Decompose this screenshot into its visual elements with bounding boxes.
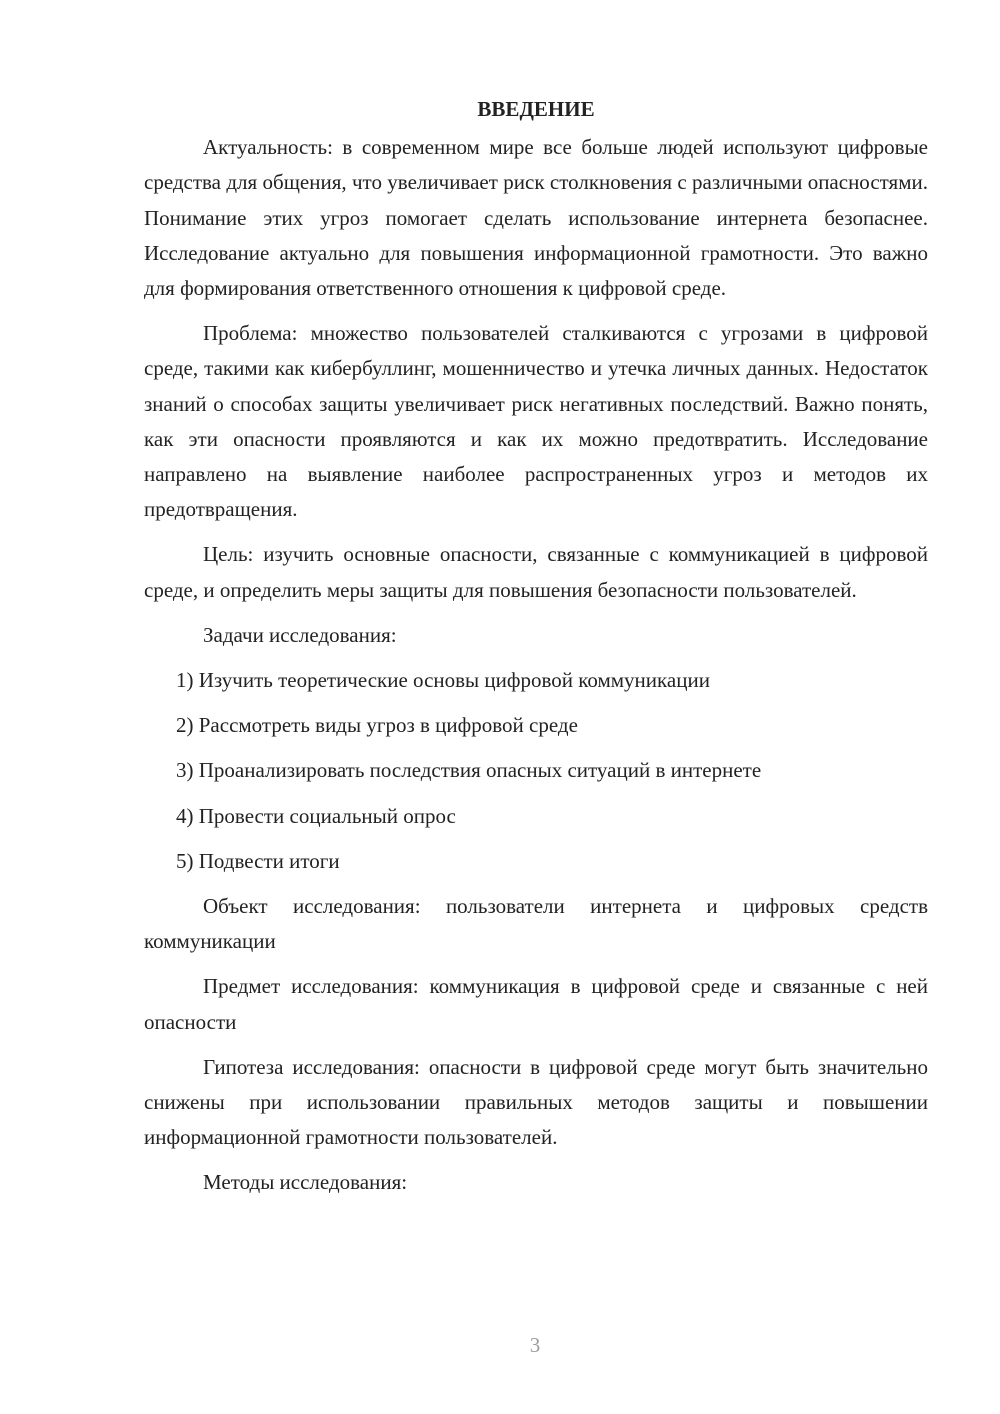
task-item: 2) Рассмотреть виды угроз в цифровой среде [176, 713, 578, 738]
paragraph-relevance: Актуальность: в современном мире все больше людей используют цифровые средства для общения, что увеличивает риск столкновения с различными опасностями. Понимание этих угроз помогает сделать использование интернета безопаснее. Исследование актуально для повышения информационной грамотности. Это важно для формирования ответственного отношения к цифровой среде. [144, 135, 928, 301]
task-list [144, 663, 928, 879]
page-number: 3 [529, 1333, 541, 1357]
paragraph-problem: Проблема: множество пользователей сталкиваются с угрозами в цифровой среде, такими как кибербуллинг, мошенничество и утечка личных данных. Недостаток знаний о способах защиты увеличивает риск негативных последствий. Важно понять, как эти опасности проявляются и как их можно предотвратить. Исследование направлено на выявление наиболее распространенных угроз и методов их предотвращения. [144, 321, 928, 522]
methods-title: Методы исследования: [203, 1170, 408, 1195]
paragraph-goal: Цель: изучить основные опасности, связанные с коммуникацией в цифровой среде, и определить меры защиты для повышения безопасности пользователей. [144, 542, 928, 602]
paragraph-hypothesis: Гипотеза исследования: опасности в цифровой среде могут быть значительно снижены при использовании правильных методов защиты и повышении информационной грамотности пользователей. [144, 1054, 928, 1150]
task-item: 5) Подвести итоги [176, 848, 340, 873]
tasks-title: Задачи исследования: [203, 622, 397, 647]
task-item: 1) Изучить теоретические основы цифровой коммуникации [176, 668, 710, 693]
task-item: 3) Проанализировать последствия опасных ситуаций в интернете [176, 758, 762, 783]
section-heading: ВВЕДЕНИЕ [477, 97, 595, 121]
task-item: 4) Провести социальный опрос [176, 803, 456, 828]
paragraph-object: Объект исследования: пользователи интернета и цифровых средств коммуникации [144, 894, 928, 954]
paragraph-subject: Предмет исследования: коммуникация в цифровой среде и связанные с ней опасности [144, 974, 928, 1034]
page-content [144, 92, 928, 1211]
